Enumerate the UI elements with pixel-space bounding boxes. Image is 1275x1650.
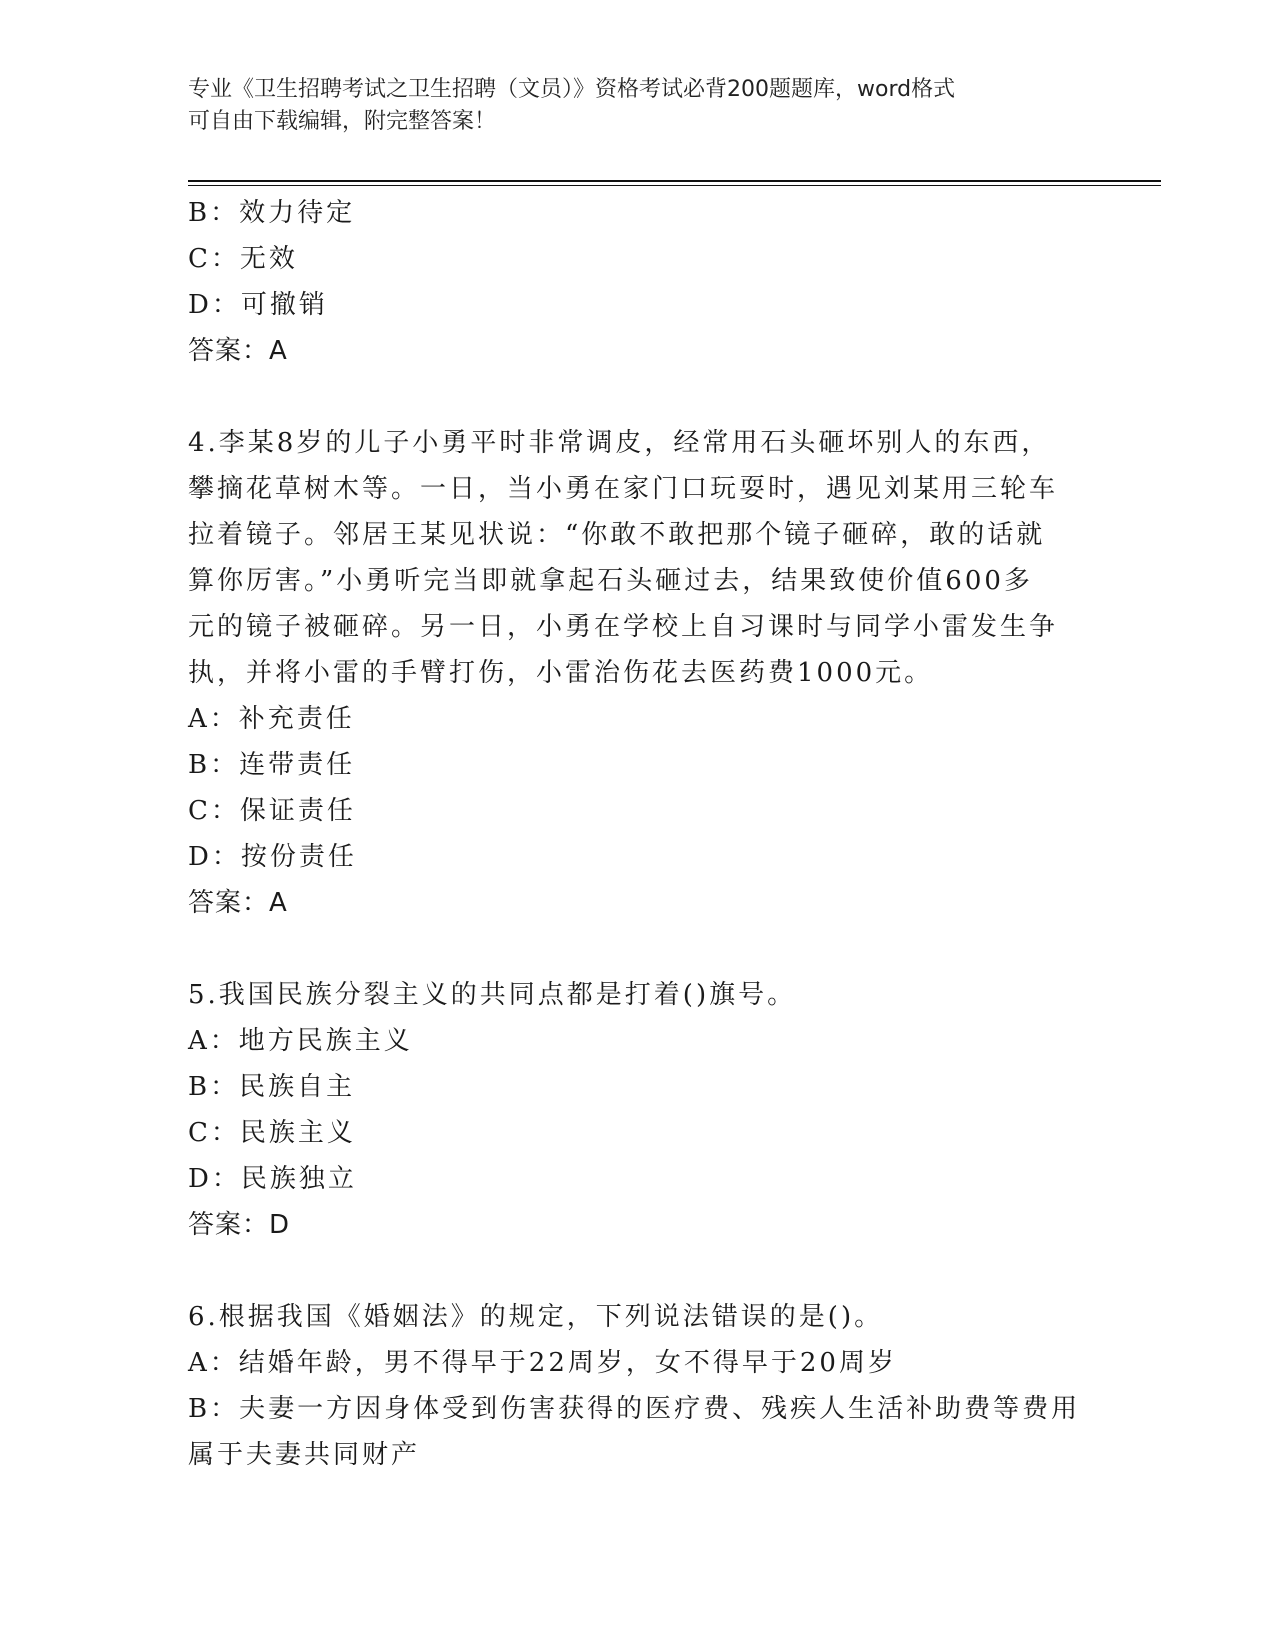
page-header xyxy=(188,74,1078,138)
question-text-line: 元的镜子被砸碎。另一日，小勇在学校上自习课时与同学小雷发生争 xyxy=(188,612,1059,642)
question-4 xyxy=(188,420,1088,926)
document-body xyxy=(188,190,1088,1478)
option-b: B：连带责任 xyxy=(188,750,356,780)
option-c: C：民族主义 xyxy=(188,1118,356,1148)
option-d: D：可撤销 xyxy=(188,290,328,320)
spacer xyxy=(188,1248,1088,1294)
header-title-line-1: 专业《卫生招聘考试之卫生招聘（文员）》资格考试必背200题题库，word格式 xyxy=(188,77,956,102)
question-text: 5.我国民族分裂主义的共同点都是打着()旗号。 xyxy=(188,980,797,1010)
header-rule-thin xyxy=(188,185,1161,186)
option-b-continued: 属于夫妻共同财产 xyxy=(188,1440,421,1470)
option-a: A：补充责任 xyxy=(188,704,355,734)
question-text-line: 执，并将小雷的手臂打伤，小雷治伤花去医药费1000元。 xyxy=(188,658,934,688)
option-c: C：无效 xyxy=(188,244,298,274)
spacer xyxy=(188,374,1088,420)
option-b: B：夫妻一方因身体受到伤害获得的医疗费、残疾人生活补助费等费用 xyxy=(188,1394,1081,1424)
question-text-line: 4.李某8岁的儿子小勇平时非常调皮，经常用石头砸坏别人的东西， xyxy=(188,428,1051,458)
answer: 答案：D xyxy=(188,1210,291,1240)
option-d: D：民族独立 xyxy=(188,1164,357,1194)
question-3-tail xyxy=(188,190,1088,374)
option-a: A：结婚年龄，男不得早于22周岁，女不得早于20周岁 xyxy=(188,1348,897,1378)
option-b: B：民族自主 xyxy=(188,1072,356,1102)
option-a: A：地方民族主义 xyxy=(188,1026,413,1056)
answer: 答案：A xyxy=(188,336,288,366)
question-text-line: 攀摘花草树木等。一日，当小勇在家门口玩耍时，遇见刘某用三轮车 xyxy=(188,474,1059,504)
question-text: 6.根据我国《婚姻法》的规定，下列说法错误的是()。 xyxy=(188,1302,884,1332)
answer: 答案：A xyxy=(188,888,288,918)
question-text-line: 算你厉害。”小勇听完当即就拿起石头砸过去，结果致使价值600多 xyxy=(188,566,1033,596)
question-text-line: 拉着镜子。邻居王某见状说：“你敢不敢把那个镜子砸碎，敢的话就 xyxy=(188,520,1046,550)
option-d: D：按份责任 xyxy=(188,842,357,872)
question-6 xyxy=(188,1294,1088,1478)
header-title-line-2: 可自由下载编辑，附完整答案！ xyxy=(188,109,497,134)
spacer xyxy=(188,926,1088,972)
header-rule-thick xyxy=(188,180,1161,182)
option-b: B：效力待定 xyxy=(188,198,356,228)
option-c: C：保证责任 xyxy=(188,796,356,826)
question-5 xyxy=(188,972,1088,1248)
